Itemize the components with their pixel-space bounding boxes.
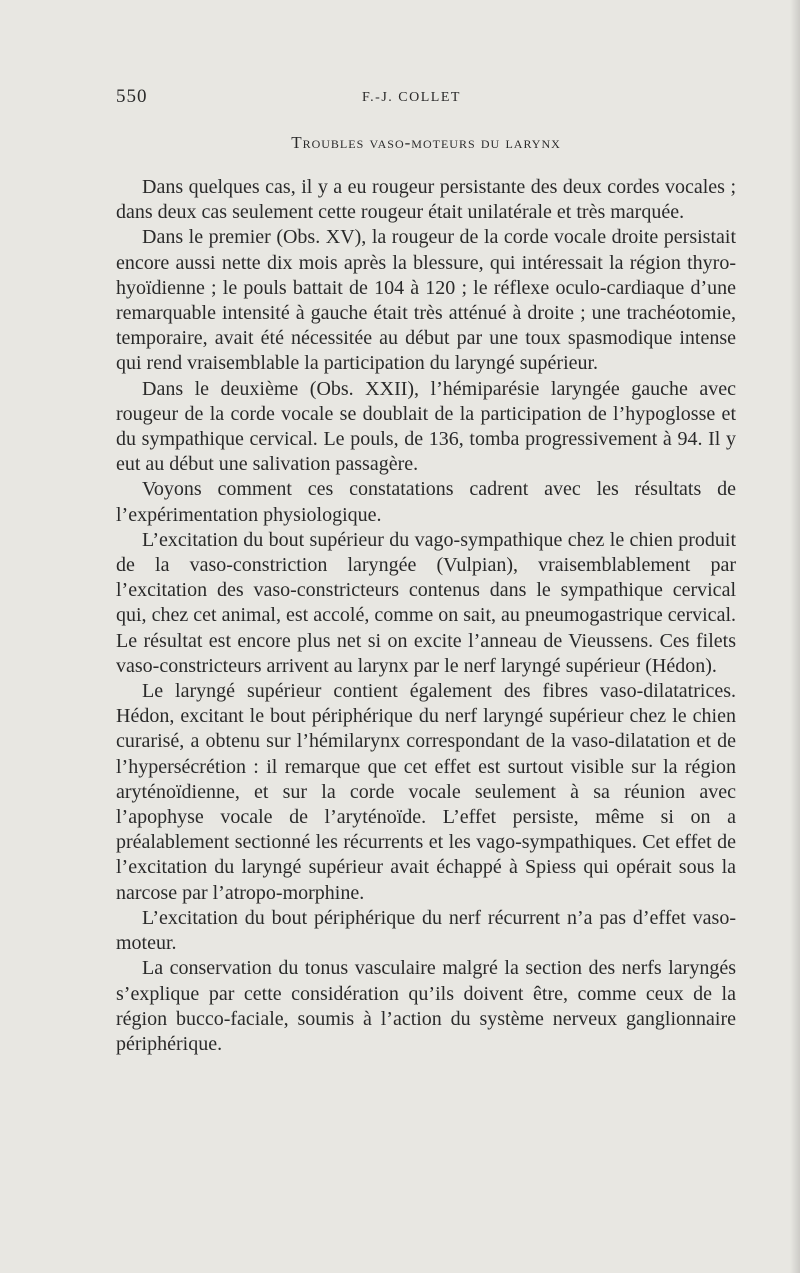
- paragraph: La conservation du tonus vasculaire malgré la section des nerfs laryngés s’explique par cette considération qu’ils doivent être, comme ceux de la région bucco-faciale, soumis à l’action du système nerveux ganglionnaire périphérique.: [116, 957, 736, 1055]
- running-head-author: F.-J. COLLET: [362, 90, 461, 105]
- paragraph: Dans quelques cas, il y a eu rougeur persistante des deux cordes vocales ; dans deux cas seulement cette rougeur était unilatérale et très marquée.: [116, 176, 736, 224]
- paragraph: L’excitation du bout supérieur du vago-sympathique chez le chien produit de la vaso-constriction laryngée (Vulpian), vraisemblablement par l’excitation des vaso-constricteurs contenus dans le sympathique cervical qui, chez cet animal, est accolé, comme on sait, au pneumogastrique cervical. Le résultat est encore plus net si on excite l’anneau de Vieussens. Ces filets vaso-constricteurs arrivent au larynx par le nerf laryngé supérieur (Hédon).: [116, 528, 736, 677]
- paragraph: L’excitation du bout périphérique du nerf récurrent n’a pas d’effet vaso-moteur.: [116, 906, 736, 955]
- body-text: [116, 175, 736, 1057]
- paragraph: Le laryngé supérieur contient également des fibres vaso-dilatatrices. Hédon, excitant le bout périphérique du nerf laryngé supérieur chez le chien curarisé, a obtenu sur l’hémilarynx correspondant de la vaso-dilatation et de l’hypersécrétion : il remarque que cet effet est surtout visible sur la région aryténoïdienne, et sur la corde vocale seulement à sa réunion avec l’apophyse vocale de l’aryténoïde. L’effet persiste, même si on a préalablement sectionné les récurrents et les vago-sympathiques. Cet effet de l’excitation du laryngé supérieur avait échappé à Spiess qui opérait sous la narcose par l’atropo-morphine.: [116, 680, 736, 904]
- paragraph: Voyons comment ces constatations cadrent avec les résultats de l’expérimentation physiologique.: [116, 478, 736, 526]
- running-head: [116, 86, 736, 112]
- section-title: Troubles vaso-moteurs du larynx: [291, 133, 561, 152]
- paragraph: Dans le premier (Obs. XV), la rougeur de la corde vocale droite persistait encore aussi nette dix mois après la blessure, qui intéressait la région thyro-hyoïdienne ; le pouls battait de 104 à 120 ; le réflexe oculo-cardiaque d’une remarquable intensité à gauche était très atténué à droite ; une trachéotomie, temporaire, avait été nécessitée au début par une toux spasmodique intense qui rend vraisemblable la participation du laryngé supérieur.: [116, 226, 736, 375]
- paragraph: Dans le deuxième (Obs. XXII), l’hémiparésie laryngée gauche avec rougeur de la corde vocale se doublait de la participation de l’hypoglosse et du sympathique cervical. Le pouls, de 136, tomba progressivement à 94. Il y eut au début une salivation passagère.: [116, 377, 736, 476]
- page-number: 550: [116, 86, 148, 107]
